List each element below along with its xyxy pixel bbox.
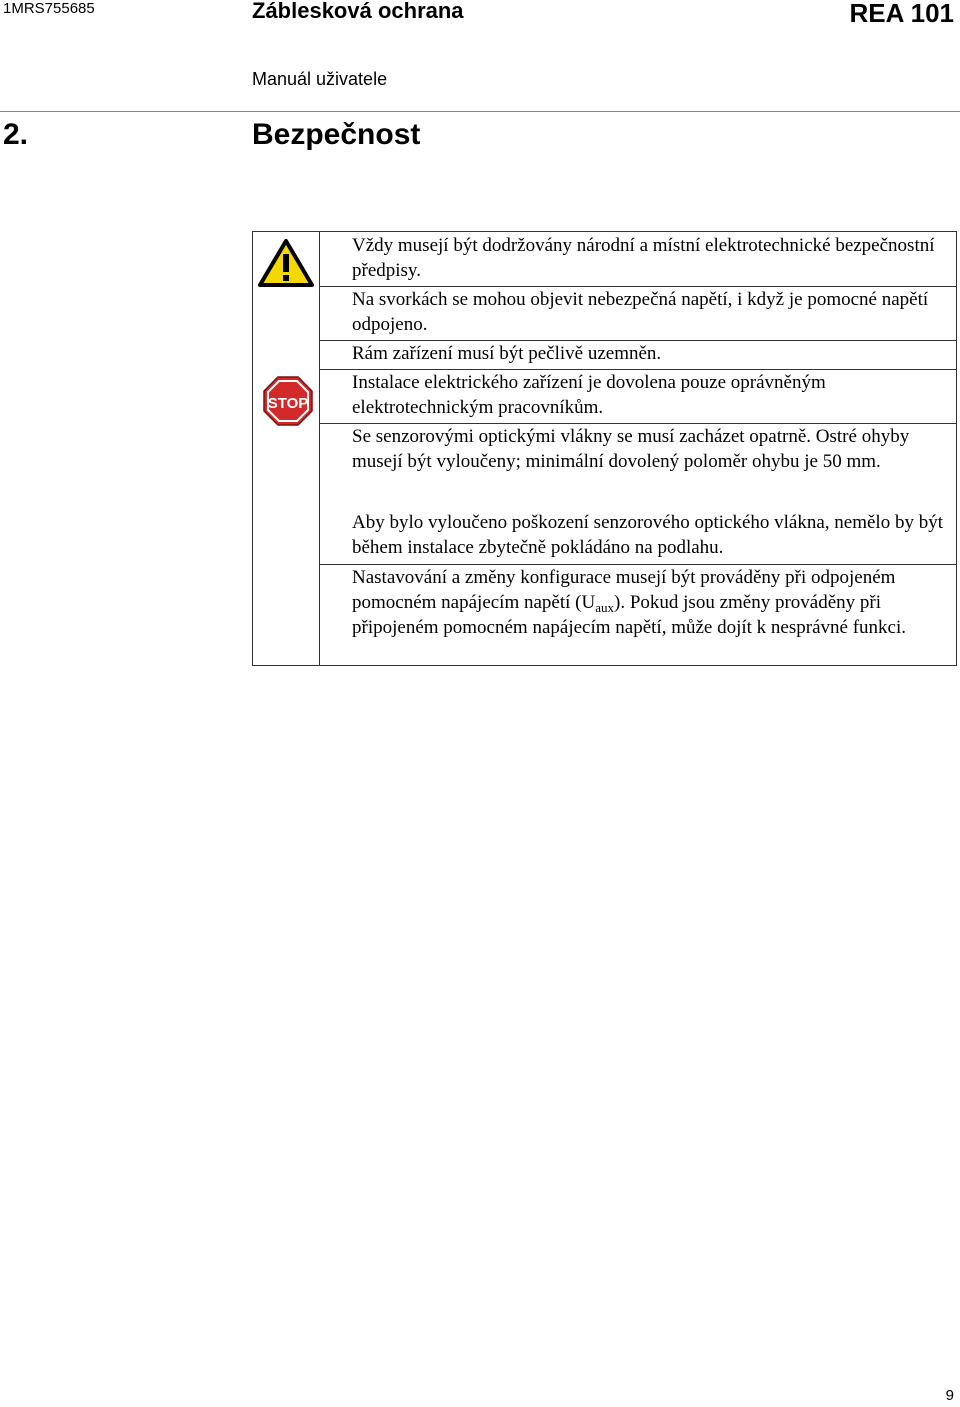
manual-subtitle: Manuál uživatele (252, 69, 388, 89)
product-name: REA 101 (849, 0, 954, 28)
notice-text: Nastavování a změny konfigurace musejí být prováděny při odpojeném pomocném napájecím napětí (U (352, 567, 896, 613)
document-title: Záblesková ochrana (252, 0, 464, 23)
section-title: Bezpečnost (252, 118, 421, 151)
safety-notice-box (252, 231, 957, 666)
notice-item: Rám zařízení musí být pečlivě uzemněn. (352, 343, 662, 364)
page-number: 9 (945, 1387, 954, 1404)
notice-item: Se senzorovými optickými vlákny se musí zacházet opatrně. Ostré ohyby musejí být vyloučeny; minimální dovolený poloměr ohybu je 50 mm. (352, 426, 910, 472)
stop-sign-icon (263, 376, 313, 426)
warning-triangle-icon (258, 238, 314, 288)
section-number: 2. (3, 118, 29, 151)
aux-subscript: aux (595, 600, 614, 615)
notice-item: Vždy musejí být dodržovány národní a místní elektrotechnické bezpečnostní předpisy. (352, 235, 935, 281)
header-rule (0, 111, 960, 112)
notice-text: ). Pokud jsou změny prováděny při připojeném pomocném napájecím napětí, může dojít k nesprávné funkci. (352, 592, 906, 638)
notice-item: Aby bylo vyloučeno poškození senzorového optického vlákna, nemělo by být během instalace zbytečně pokládáno na podlahu. (352, 512, 943, 558)
icon-column (253, 232, 320, 665)
notice-item-last (352, 565, 952, 640)
svg-text:STOP: STOP (267, 395, 309, 412)
notice-item: Na svorkách se mohou objevit nebezpečná napětí, i když je pomocné napětí odpojeno. (352, 289, 929, 335)
notice-text-column (320, 232, 956, 665)
document-id: 1MRS755685 (3, 0, 95, 17)
notice-item: Instalace elektrického zařízení je dovolena pouze oprávněným elektrotechnickým pracovníkům. (352, 372, 826, 418)
